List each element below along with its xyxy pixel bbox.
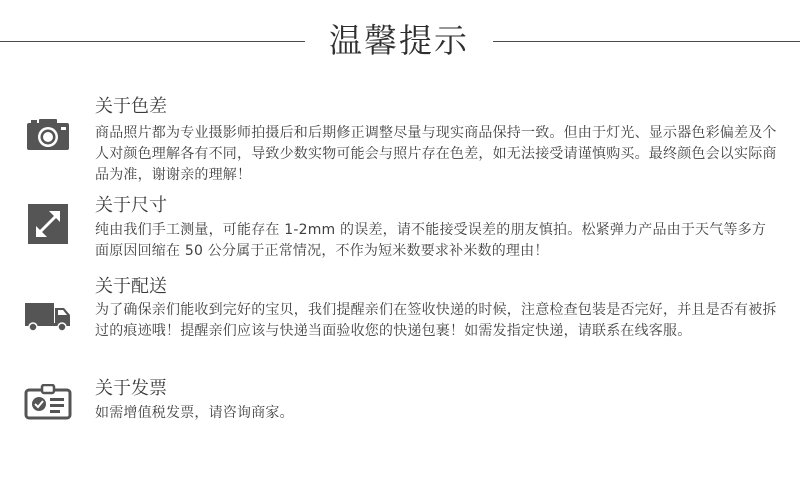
section-size (0, 195, 800, 265)
resize-arrow-icon (27, 203, 69, 245)
section-invoice (0, 378, 800, 438)
section-body: 商品照片都为专业摄影师拍摄后和后期修正调整尽量与现实商品保持一致。但由于灯光、显示器色彩偏差及个人对颜色理解各有不同，导致少数实物可能会与照片存在色差，如无法接受请谨慎购买。最终颜色会以实际商品为准，谢谢亲的理解！ (95, 125, 777, 183)
header-divider-left (0, 41, 305, 42)
section-body: 纯由我们手工测量，可能存在 1-2mm 的误差，请不能接受误差的朋友慎拍。松紧弹力产品由于天气等多方面原因回缩在 50 公分属于正常情况，不作为短米数要求补米数的理由！ (95, 222, 767, 259)
section-heading: 关于配送 (95, 276, 167, 297)
section-body: 如需增值税发票，请咨询商家。 (95, 405, 294, 421)
delivery-truck-icon (24, 300, 72, 340)
header-divider-right (493, 41, 800, 42)
invoice-card-icon (24, 384, 72, 424)
section-delivery (0, 276, 800, 366)
page-title: 温馨提示 (329, 21, 469, 60)
camera-icon (24, 116, 72, 156)
section-heading: 关于尺寸 (95, 195, 167, 216)
header (0, 14, 800, 64)
section-body: 为了确保亲们能收到完好的宝贝，我们提醒亲们在签收快递的时候，注意检查包装是否完好，并且是否有被拆过的痕迹哦！提醒亲们应该与快递当面验收您的快递包裹！如需发指定快递，请联系在线客服。 (95, 302, 777, 339)
section-heading: 关于发票 (95, 378, 167, 399)
section-color-difference (0, 96, 800, 186)
section-heading: 关于色差 (95, 96, 167, 117)
